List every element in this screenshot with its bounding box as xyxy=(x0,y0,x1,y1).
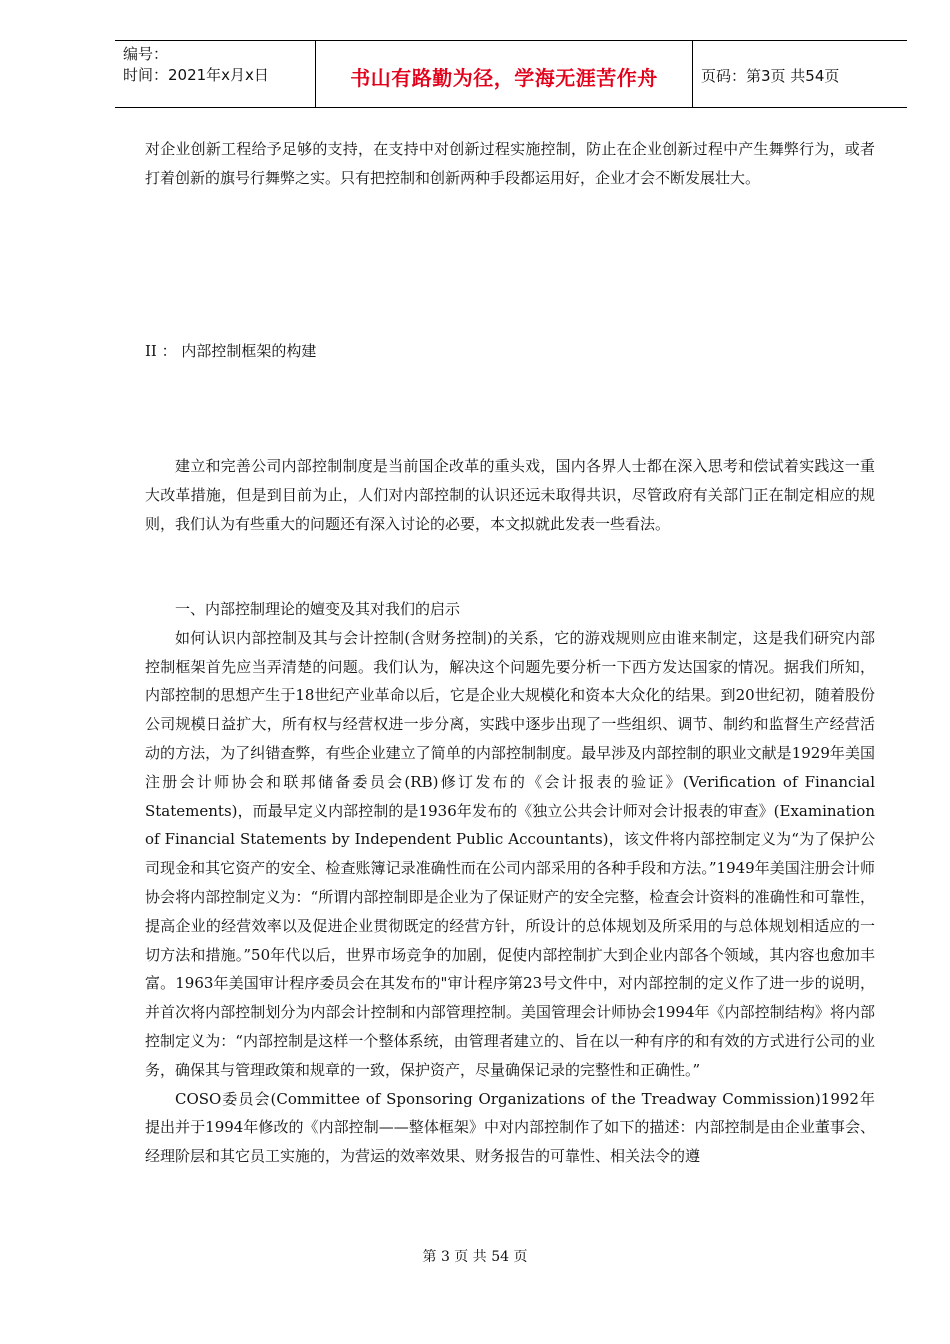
body-block xyxy=(145,595,875,1171)
paragraph-coso: COSO委员会(Committee of Sponsoring Organizations of the Treadway Commission)1992年提出并于1994年修改的《内部控制——整体框架》中对内部控制作了如下的描述：内部控制是由企业董事会、经理阶层和其它员工实施的，为营运的效率效果、财务报告的可靠性、相关法令的遵 xyxy=(145,1089,875,1166)
time-label: 时间：2021年x月x日 xyxy=(123,66,269,84)
header-page-cell xyxy=(693,41,907,107)
subheading: 一、内部控制理论的嬗变及其对我们的启示 xyxy=(175,600,461,618)
paragraph-top-text: 对企业创新工程给予足够的支持，在支持中对创新过程实施控制，防止在企业创新过程中产生舞弊行为，或者打着创新的旗号行舞弊之实。只有把控制和创新两种手段都运用好，企业才会不断发展壮大。 xyxy=(145,140,875,187)
paragraph-history: 如何认识内部控制及其与会计控制(含财务控制)的关系，它的游戏规则应由谁来制定，这是我们研究内部控制框架首先应当弄清楚的问题。我们认为，解决这个问题先要分析一下西方发达国家的情况。据我们所知，内部控制的思想产生于18世纪产业革命以后，它是企业大规模化和资本大众化的结果。到20世纪初，随着股份公司规模日益扩大，所有权与经营权进一步分离，实践中逐步出现了一些组织、调节、制约和监督生产经营活动的方法，为了纠错查弊，有些企业建立了简单的内部控制制度。最早涉及内部控制的职业文献是1929年美国注册会计师协会和联邦储备委员会(RB)修订发布的《会计报表的验证》(Verification of Financial Statements)，而最早定义内部控制的是1936年发布的《独立公共会计师对会计报表的审查》(Examination of Financial Statements by Independent Public Accountants)，该文件将内部控制定义为“为了保护公司现金和其它资产的安全、检查账簿记录准确性而在公司内部采用的各种手段和方法。”1949年美国注册会计师协会将内部控制定义为：“所谓内部控制即是企业为了保证财产的安全完整，检查会计资料的准确性和可靠性，提高企业的经营效率以及促进企业贯彻既定的经营方针，所设计的总体规划及所采用的与总体规划相适应的一切方法和措施。”50年代以后，世界市场竞争的加剧，促使内部控制扩大到企业内部各个领域，其内容也愈加丰富。1963年美国审计程序委员会在其发布的"审计程序第23号文件中，对内部控制的定义作了进一步的说明，并首次将内部控制划分为内部会计控制和内部管理控制。美国管理会计师协会1994年《内部控制结构》将内部控制定义为：“内部控制是这样一个整体系统，由管理者建立的、旨在以一种有序的和有效的方式进行公司的业务，确保其与管理政策和规章的一致，保护资产，尽量确保记录的完整性和正确性。” xyxy=(145,628,875,1079)
motto-text: 书山有路勤为径，学海无涯苦作舟 xyxy=(350,66,658,90)
page-footer: 第 3 页 共 54 页 xyxy=(422,1249,528,1265)
paragraph-intro-text: 建立和完善公司内部控制制度是当前国企改革的重头戏，国内各界人士都在深入思考和偿试着实践这一重大改革措施，但是到目前为止，人们对内部控制的认识还远未取得共识，尽管政府有关部门正在制定相应的规则，我们认为有些重大的问题还有深入讨论的必要，本文拟就此发表一些看法。 xyxy=(145,457,875,533)
paragraph-intro xyxy=(145,452,875,538)
header-motto-cell xyxy=(315,41,693,107)
paragraph-top xyxy=(145,135,875,193)
section-title xyxy=(145,337,875,366)
page-header xyxy=(115,40,907,108)
page-code: 页码：第3页 共54页 xyxy=(701,67,840,85)
serial-label: 编号： xyxy=(123,45,169,63)
section-title-text: II ： 内部控制框架的构建 xyxy=(145,342,317,360)
header-meta-cell xyxy=(115,41,315,107)
